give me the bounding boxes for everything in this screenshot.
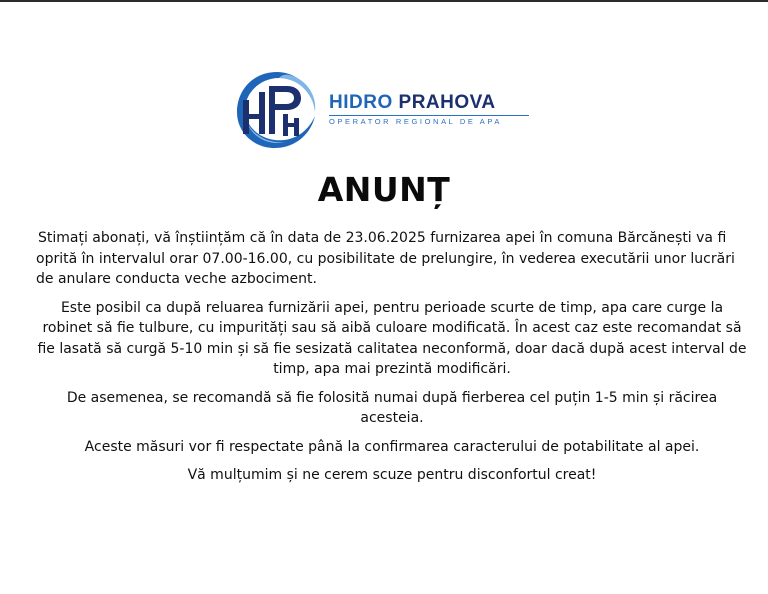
logo-brand-prahova: PRAHOVA bbox=[398, 92, 496, 113]
logo-wordmark bbox=[329, 92, 543, 126]
announcement-body bbox=[36, 228, 748, 494]
logo-tagline: OPERATOR REGIONAL DE APA bbox=[329, 115, 529, 126]
announcement-paragraph-4: Aceste măsuri vor fi respectate până la confirmarea caracterului de potabilitate al apei. bbox=[84, 438, 700, 455]
announcement-paragraph-2: Este posibil ca după reluarea furnizării apei, pentru perioade scurte de timp, apa care curge la robinet să fie tulbure, cu impurități sau să aibă culoare modificată. În acest caz este recomandat să fie lasată să curgă 5-10 min și să fie sesizată calitatea neconformă, doar dacă după acest interval de timp, apa mai prezintă modificări. bbox=[37, 299, 747, 377]
logo-brand-name bbox=[329, 92, 543, 114]
announcement-paragraph-5: Vă mulțumim și ne cerem scuze pentru disconfortul creat! bbox=[187, 467, 597, 483]
hph-monogram-icon bbox=[233, 68, 321, 152]
announcement-paragraph-3: De asemenea, se recomandă să fie folosită numai după fierberea cel puțin 1-5 min și răcirea acesteia. bbox=[66, 389, 718, 426]
logo-brand-hidro: HIDRO bbox=[329, 92, 393, 113]
announcement-paragraph-1: Stimați abonați, vă înștiințăm că în data de 23.06.2025 furnizarea apei în comuna Bărcănești va fi oprită în intervalul orar 07.00-16.00, cu posibilitate de prelungire, în vederea executării unor lucrări de anulare conducta veche azbociment. bbox=[36, 230, 735, 287]
hidro-prahova-logo bbox=[233, 68, 543, 152]
top-border bbox=[0, 0, 768, 2]
announcement-title: ANUNȚ bbox=[317, 170, 451, 209]
